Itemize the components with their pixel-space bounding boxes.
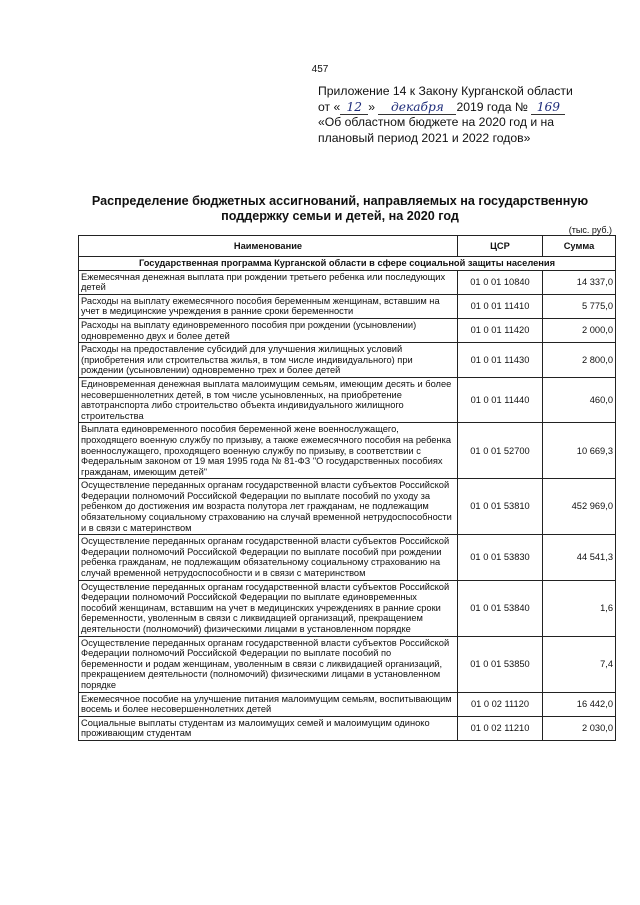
from-label: от xyxy=(318,99,331,114)
table-row xyxy=(79,270,616,294)
budget-table xyxy=(78,235,616,741)
signing-year: 2019 года xyxy=(456,99,512,114)
appendix-header xyxy=(318,84,618,146)
row-csr-cell: 01 0 01 11440 xyxy=(458,377,543,422)
row-sum-cell: 10 669,3 xyxy=(543,423,616,479)
signing-month: декабря xyxy=(378,101,456,115)
appendix-line-2 xyxy=(318,100,618,116)
row-sum-cell: 7,4 xyxy=(543,636,616,692)
table-row xyxy=(79,479,616,535)
row-name-cell: Расходы на предоставление субсидий для улучшения жилищных условий (приобретения или строительства жилья, в том числе индивидуального) при рождении (усыновлении) одновременно трех и более детей xyxy=(79,343,458,378)
appendix-line-3: «Об областном бюджете на 2020 год и на xyxy=(318,115,555,129)
table-row xyxy=(79,692,616,716)
table-row xyxy=(79,580,616,636)
appendix-line-4: плановый период 2021 и 2022 годов» xyxy=(318,130,531,145)
table-row xyxy=(79,423,616,479)
row-csr-cell: 01 0 01 52700 xyxy=(458,423,543,479)
row-name-cell: Ежемесячная денежная выплата при рождении третьего ребенка или последующих детей xyxy=(79,270,458,294)
row-sum-cell: 16 442,0 xyxy=(543,692,616,716)
row-name-cell: Социальные выплаты студентам из малоимущих семей и малоимущим одиноко проживающим студентам xyxy=(79,716,458,740)
table-row xyxy=(79,294,616,318)
program-row xyxy=(79,257,616,271)
title-line-2: поддержку семьи и детей, на 2020 год xyxy=(221,209,459,223)
header-sum: Сумма xyxy=(543,236,616,257)
row-csr-cell: 01 0 01 11410 xyxy=(458,294,543,318)
row-sum-cell: 460,0 xyxy=(543,377,616,422)
row-sum-cell: 44 541,3 xyxy=(543,535,616,580)
header-csr: ЦСР xyxy=(458,236,543,257)
signing-day: 12 xyxy=(340,101,368,115)
table-row xyxy=(79,343,616,378)
row-name-cell: Расходы на выплату единовременного пособия при рождении (усыновлении) одновременно двух и более детей xyxy=(79,318,458,342)
row-sum-cell: 1,6 xyxy=(543,580,616,636)
header-name: Наименование xyxy=(79,236,458,257)
row-name-cell: Выплата единовременного пособия беременной жене военнослужащего, проходящего военную службу по призыву, а также ежемесячного пособия на ребенка военнослужащего, проходящего военную службу по призыву, в соответствии с Федеральным законом от 19 мая 1995 года № 81-ФЗ "О государственных пособиях гражданам, имеющим детей" xyxy=(79,423,458,479)
program-title: Государственная программа Курганской области в сфере социальной защиты населения xyxy=(79,257,616,271)
table-row xyxy=(79,716,616,740)
row-name-cell: Осуществление переданных органам государственной власти субъектов Российской Федерации полномочий Российской Федерации по выплате единовременных пособий женщинам, вставшим на учет в медицинских учреждениях в ранние сроки беременности, уволенным в связи с ликвидацией организаций, прекращением деятельности (полномочий) физическими лицами в установленном порядке xyxy=(79,580,458,636)
table-row xyxy=(79,636,616,692)
quote-open: « xyxy=(333,99,341,114)
row-csr-cell: 01 0 02 11210 xyxy=(458,716,543,740)
row-sum-cell: 2 030,0 xyxy=(543,716,616,740)
law-number: 169 xyxy=(531,101,565,115)
row-csr-cell: 01 0 01 53830 xyxy=(458,535,543,580)
row-sum-cell: 452 969,0 xyxy=(543,479,616,535)
row-name-cell: Расходы на выплату ежемесячного пособия беременным женщинам, вставшим на учет в медицинские учреждения в ранние сроки беременности xyxy=(79,294,458,318)
row-name-cell: Осуществление переданных органам государственной власти субъектов Российской Федерации полномочий Российской Федерации по выплате пособий при рождении ребенка гражданам, не подлежащим обязательному социальному страхованию на случай временной нетрудоспособности и в связи с материнством xyxy=(79,535,458,580)
table-header-row xyxy=(79,236,616,257)
row-csr-cell: 01 0 01 53810 xyxy=(458,479,543,535)
row-sum-cell: 14 337,0 xyxy=(543,270,616,294)
quote-close: » xyxy=(368,99,376,114)
number-sign: № xyxy=(514,99,528,114)
row-name-cell: Осуществление переданных органам государственной власти субъектов Российской Федерации полномочий Российской Федерации по выплате пособий по уходу за ребенком до достижения им возраста полутора лет гражданам, не подлежащим обязательному социальному страхованию на случай временной нетрудоспособности и в связи с материнством xyxy=(79,479,458,535)
row-name-cell: Единовременная денежная выплата малоимущим семьям, имеющим десять и более несовершеннолетних детей, в том числе усыновленных, на приобретение автотранспорта либо строительство объекта индивидуального жилищного строительства xyxy=(79,377,458,422)
row-csr-cell: 01 0 01 53850 xyxy=(458,636,543,692)
appendix-line-1: Приложение 14 к Закону Курганской области xyxy=(318,84,573,98)
row-sum-cell: 5 775,0 xyxy=(543,294,616,318)
row-name-cell: Ежемесячное пособие на улучшение питания малоимущим семьям, воспитывающим восемь и более несовершеннолетних детей xyxy=(79,692,458,716)
row-csr-cell: 01 0 01 10840 xyxy=(458,270,543,294)
title-line-1: Распределение бюджетных ассигнований, направляемых на государственную xyxy=(91,194,589,208)
table-row xyxy=(79,535,616,580)
row-sum-cell: 2 000,0 xyxy=(543,318,616,342)
row-csr-cell: 01 0 01 11430 xyxy=(458,343,543,378)
page-number: 457 xyxy=(311,64,329,75)
row-name-cell: Осуществление переданных органам государственной власти субъектов Российской Федерации полномочий Российской Федерации по выплате пособий по беременности и родам женщинам, уволенным в связи с ликвидацией организаций, прекращением деятельности (полномочий) физическими лицами в установленном порядке xyxy=(79,636,458,692)
row-csr-cell: 01 0 01 53840 xyxy=(458,580,543,636)
document-title xyxy=(60,194,620,224)
row-csr-cell: 01 0 01 11420 xyxy=(458,318,543,342)
row-csr-cell: 01 0 02 11120 xyxy=(458,692,543,716)
table-row xyxy=(79,377,616,422)
units-label: (тыс. руб.) xyxy=(568,225,612,235)
row-sum-cell: 2 800,0 xyxy=(543,343,616,378)
table-row xyxy=(79,318,616,342)
